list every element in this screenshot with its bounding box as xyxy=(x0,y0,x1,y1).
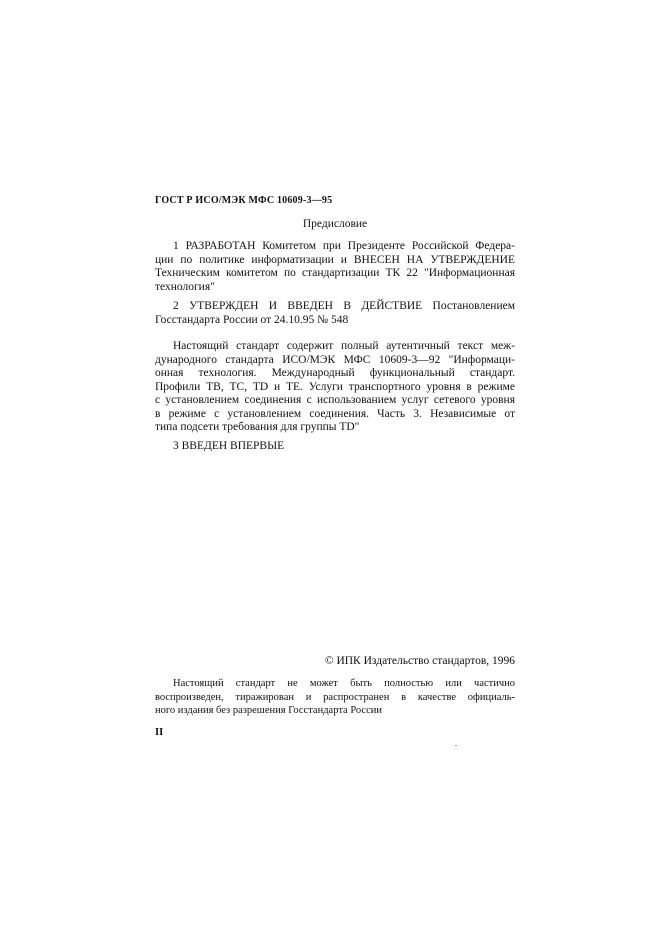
page-number: II xyxy=(155,727,164,738)
text-line: Госстандарта России от 24.10.95 № 548 xyxy=(155,313,349,326)
page-title: Предисловие xyxy=(302,218,368,230)
text-line: Настоящий стандарт не может быть полностью или частично xyxy=(173,678,515,689)
section-content-note xyxy=(155,340,515,435)
text-line: ции по политике информатизации и ВНЕСЕН НА УТВЕРЖДЕНИЕ xyxy=(155,253,515,266)
standard-code-header: ГОСТ Р ИСО/МЭК МФС 10609-3—95 xyxy=(155,195,333,206)
scan-speck xyxy=(455,745,457,746)
text-line: онная технология. Международный функциональный стандарт. xyxy=(155,367,515,379)
text-line: в режиме с установлением соединения. Часть 3. Независимые от xyxy=(155,407,515,420)
text-line: ного издания без разрешения Госстандарта России xyxy=(155,705,382,716)
text-line: дународного стандарта ИСО/МЭК МФС 10609-3—92 "Информаци- xyxy=(155,353,515,366)
text-line: Профили ТВ, ТС, TD и ТЕ. Услуги транспортного уровня в режиме xyxy=(155,380,515,393)
reproduction-notice xyxy=(155,677,515,718)
section-first-introduced xyxy=(155,440,515,454)
section-approved xyxy=(155,300,515,327)
text-line: Техническим комитетом по стандартизации ТК 22 "Информационная xyxy=(155,267,515,279)
text-line: 2 УТВЕРЖДЕН И ВВЕДЕН В ДЕЙСТВИЕ Постановлением xyxy=(173,300,515,312)
text-line: с установлением соединения с использованием услуг сетевого уровня xyxy=(155,394,515,406)
text-line: Настоящий стандарт содержит полный аутентичный текст меж- xyxy=(173,340,515,352)
text-line: воспроизведен, тиражирован и распространен в качестве официаль- xyxy=(155,691,515,703)
text-line: 3 ВВЕДЕН ВПЕРВЫЕ xyxy=(173,440,285,452)
text-line: типа подсети требования для группы TD" xyxy=(155,421,360,433)
text-line: технология" xyxy=(155,280,215,293)
copyright-notice: © ИПК Издательство стандартов, 1996 xyxy=(324,655,515,667)
section-developed xyxy=(155,240,515,294)
text-line: 1 РАЗРАБОТАН Комитетом при Президенте Российской Федера- xyxy=(173,240,515,252)
